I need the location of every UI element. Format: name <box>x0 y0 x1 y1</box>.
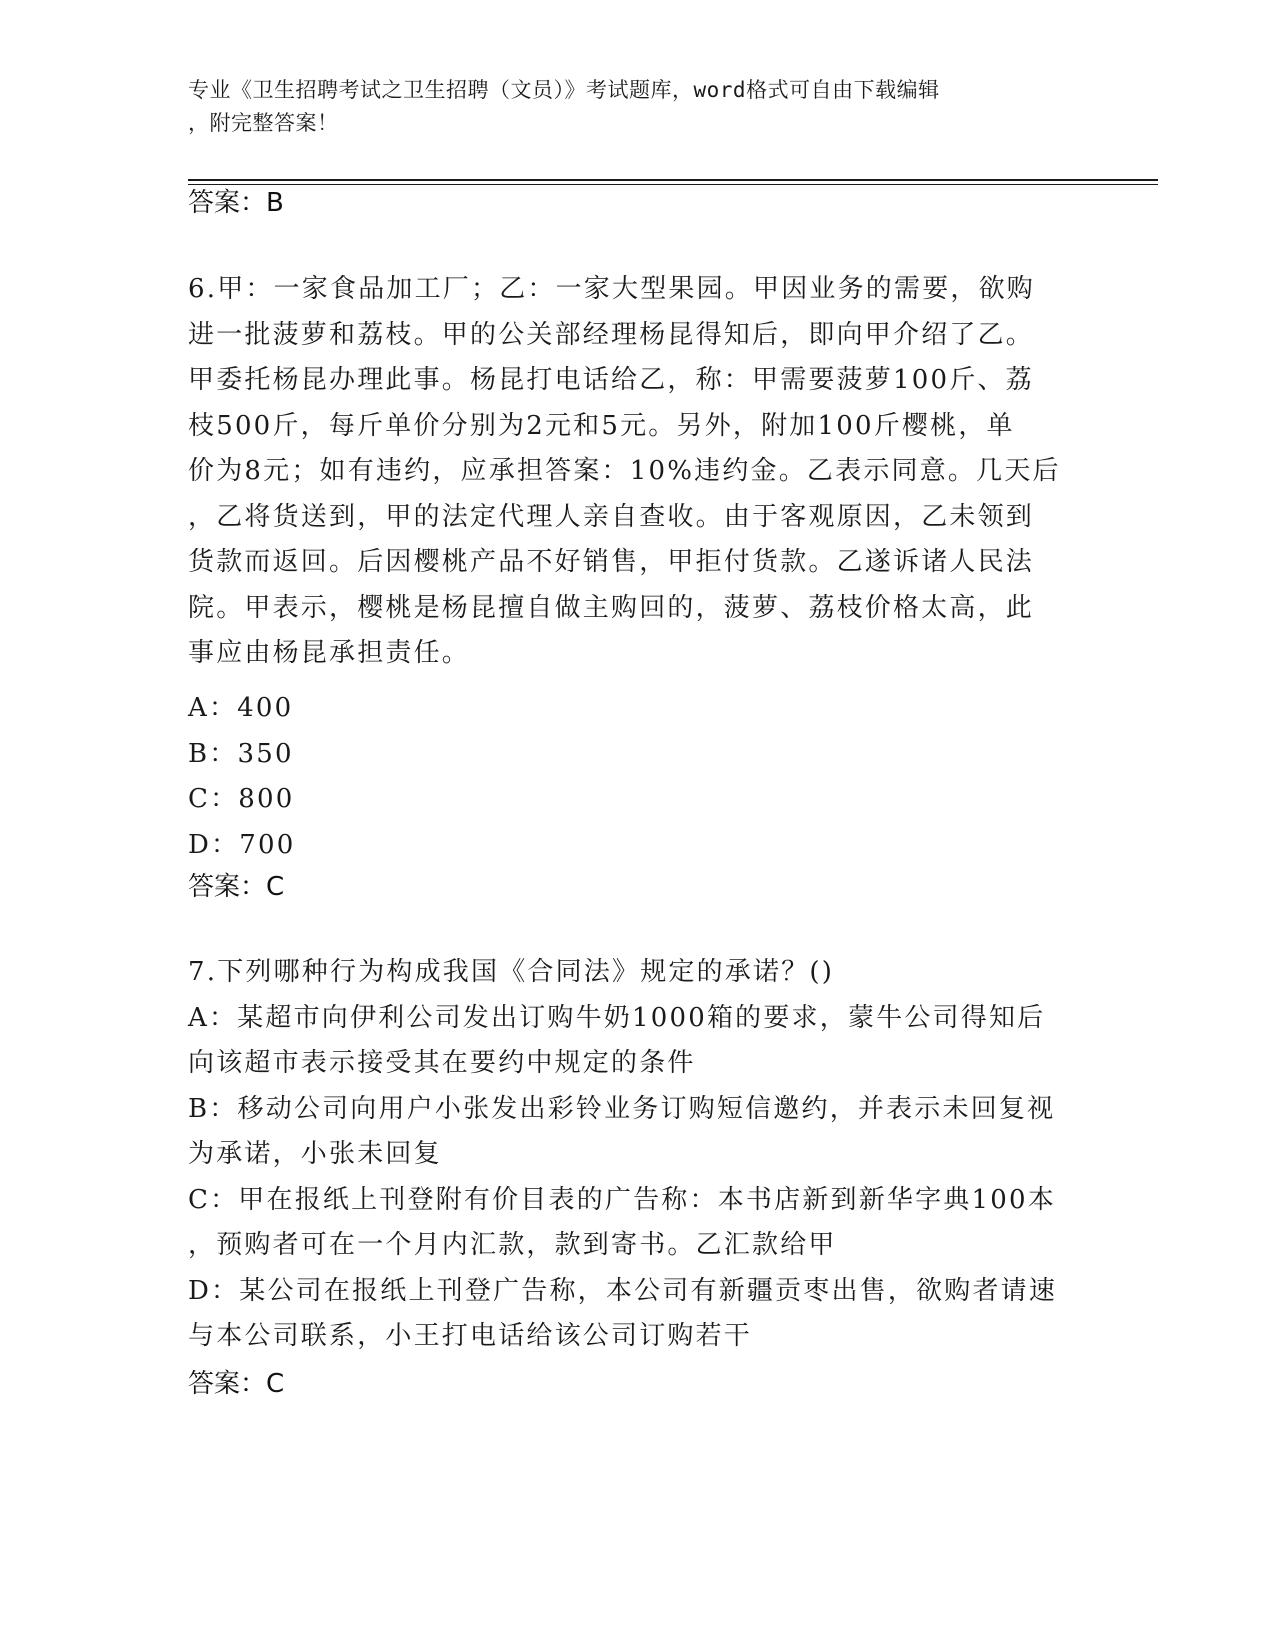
question-7-line: 为承诺，小张未回复 <box>188 1139 442 1169</box>
question-6-line: 事应由杨昆承担责任。 <box>188 638 471 668</box>
question-6 <box>188 267 1088 677</box>
question-7-line: B：移动公司向用户小张发出彩铃业务订购短信邀约，并表示未回复视 <box>188 1093 1056 1124</box>
header-line-1: 专业《卫生招聘考试之卫生招聘（文员）》考试题库，word格式可自由下载编辑 <box>188 78 940 102</box>
question-7-line: 7.下列哪种行为构成我国《合同法》规定的承诺？() <box>188 957 835 987</box>
question-7-line: C：甲在报纸上刊登附有价目表的广告称：本书店新到新华字典100本 <box>188 1184 1056 1215</box>
header-rule-thin <box>188 184 1158 185</box>
question-7 <box>188 950 1088 1360</box>
header-line-2: ，附完整答案！ <box>188 111 339 135</box>
question-6-line: ，乙将货送到，甲的法定代理人亲自查收。由于客观原因，乙未领到 <box>188 501 1035 532</box>
question-7-line: 与本公司联系，小王打电话给该公司订购若干 <box>188 1321 753 1351</box>
option-c: C：800 <box>188 784 295 814</box>
question-6-line: 进一批菠萝和荔枝。甲的公关部经理杨昆得知后，即向甲介绍了乙。 <box>188 319 1035 350</box>
question-6-line: 甲委托杨昆办理此事。杨昆打电话给乙，称：甲需要菠萝100斤、荔 <box>188 365 1034 395</box>
question-7-line: ，预购者可在一个月内汇款，款到寄书。乙汇款给甲 <box>188 1230 837 1260</box>
question-7-line: D：某公司在报纸上刊登广告称，本公司有新疆贡枣出售，欲购者请速 <box>188 1275 1058 1306</box>
previous-answer: 答案：B <box>188 188 284 218</box>
option-a: A：400 <box>188 693 294 723</box>
question-6-line: 价为8元；如有违约，应承担答案：10%违约金。乙表示同意。几天后 <box>188 456 1061 486</box>
question-6-line: 6.甲：一家食品加工厂；乙：一家大型果园。甲因业务的需要，欲购 <box>188 274 1036 304</box>
question-7-answer: 答案：C <box>188 1369 285 1399</box>
question-6-line: 枝500斤，每斤单价分别为2元和5元。另外，附加100斤樱桃，单 <box>188 410 1015 441</box>
option-b: B：350 <box>188 738 294 769</box>
question-6-options <box>188 686 1088 868</box>
document-header <box>188 74 1078 140</box>
question-6-line: 货款而返回。后因樱桃产品不好销售，甲拒付货款。乙遂诉诸人民法 <box>188 547 1035 577</box>
question-7-line: 向该超市表示接受其在要约中规定的条件 <box>188 1048 696 1078</box>
header-rule-thick <box>188 179 1158 181</box>
question-6-line: 院。甲表示，樱桃是杨昆擅自做主购回的，菠萝、荔枝价格太高，此 <box>188 592 1035 623</box>
option-d: D：700 <box>188 829 296 860</box>
question-6-answer: 答案：C <box>188 872 285 902</box>
question-7-line: A：某超市向伊利公司发出订购牛奶1000箱的要求，蒙牛公司得知后 <box>188 1002 1046 1033</box>
